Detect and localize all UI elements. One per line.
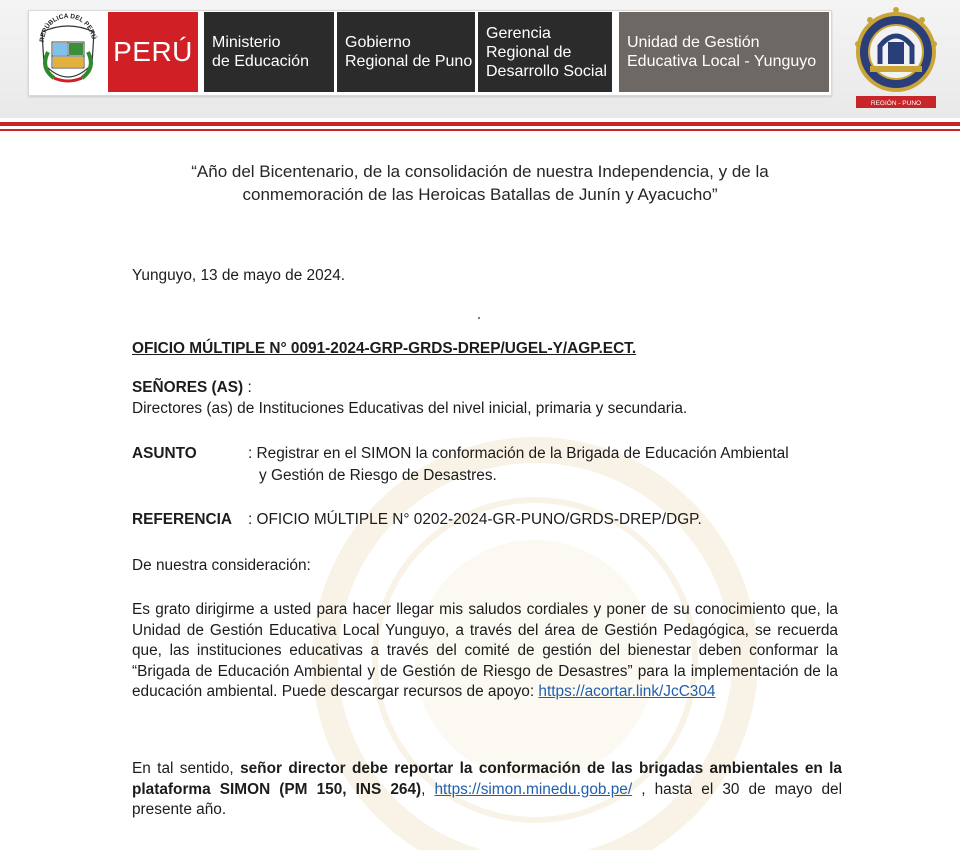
peru-brand-box: PERÚ (108, 12, 198, 92)
recipients-heading (132, 378, 252, 398)
paragraph-1 (132, 600, 838, 703)
paragraph-2 (132, 759, 842, 821)
year-motto: “Año del Bicentenario, de la consolidación de nuestra Independencia, y de la conmemoración de las Heroicas Batallas de Junín y Ayacucho” (191, 162, 769, 204)
shield-caption: REPÚBLICA DEL PERÚ (38, 12, 97, 43)
paragraph-1-text: Es grato dirigirme a usted para hacer llegar mis saludos cordiales y poner de su conocimiento que, la Unidad de Gestión Educativa Local Yunguyo, a través del área de Gestión Pedagógica, se recuerda que, las instituciones educativas a través del comité de gestión del bienestar deben conformar la “Brigada de Educación Ambiental y de Gestión de Riesgo de Desastres” para la implementación de la educación ambiental. Puede descargar recursos de apoyo: (132, 601, 838, 700)
recipients-label-suffix: : (243, 379, 252, 396)
referencia-text: : OFICIO MÚLTIPLE N° 0202-2024-GR-PUNO/GRDS-DREP/DGP. (248, 511, 702, 528)
referencia-label: REFERENCIA (132, 511, 233, 528)
header-ugel (619, 12, 829, 92)
asunto-row (132, 444, 789, 464)
paragraph-2-intro: En tal sentido, (132, 760, 241, 777)
asunto-label: ASUNTO (132, 445, 197, 462)
header-ugel-text: Unidad de Gestión Educativa Local - Yunguyo (627, 34, 817, 70)
paragraph-2-bold: señor director debe reportar la conformación de las brigadas ambientales en la plataforma SIMON (PM 150, INS 264) (132, 760, 842, 798)
recipients-text: Directores (as) de Instituciones Educativas del nivel inicial, primaria y secundaria. (132, 400, 688, 417)
referencia-row (132, 510, 702, 530)
header-gerencia-regional (478, 12, 612, 92)
greeting: De nuestra consideración: (132, 557, 311, 574)
paragraph-2-tail: , hasta el 30 de mayo del presente año. (132, 780, 842, 818)
peru-coat-of-arms-icon (34, 12, 102, 92)
resources-link[interactable]: https://acortar.link/JcC304 (538, 683, 716, 700)
document-date: Yunguyo, 13 de mayo de 2024. (132, 267, 346, 284)
header-divider-thin (0, 129, 960, 131)
recipients-label: SEÑORES (AS) (132, 379, 244, 396)
simon-link[interactable]: https://simon.minedu.gob.pe/ (434, 780, 633, 798)
region-puno-logo-icon (850, 4, 942, 114)
asunto-line1: : Registrar en el SIMON la conformación de la Brigada de Educación Ambiental (248, 445, 789, 462)
oficio-title: OFICIO MÚLTIPLE N° 0091-2024-GRP-GRDS-DREP/UGEL-Y/AGP.ECT. (132, 340, 637, 357)
header-gobierno-regional (337, 12, 475, 92)
header-ministerio-text: Ministerio de Educación (212, 34, 309, 70)
region-puno-label: REGIÓN - PUNO (870, 100, 922, 107)
header-gobierno-regional-text: Gobierno Regional de Puno (345, 34, 473, 70)
scan-speck (478, 317, 480, 319)
header-ministerio (204, 12, 334, 92)
header-divider-thick (0, 122, 960, 126)
header-gerencia-regional-text: Gerencia Regional de Desarrollo Social (486, 24, 607, 80)
paragraph-2-sep: , (421, 780, 435, 798)
asunto-line2: y Gestión de Riesgo de Desastres. (259, 467, 497, 484)
